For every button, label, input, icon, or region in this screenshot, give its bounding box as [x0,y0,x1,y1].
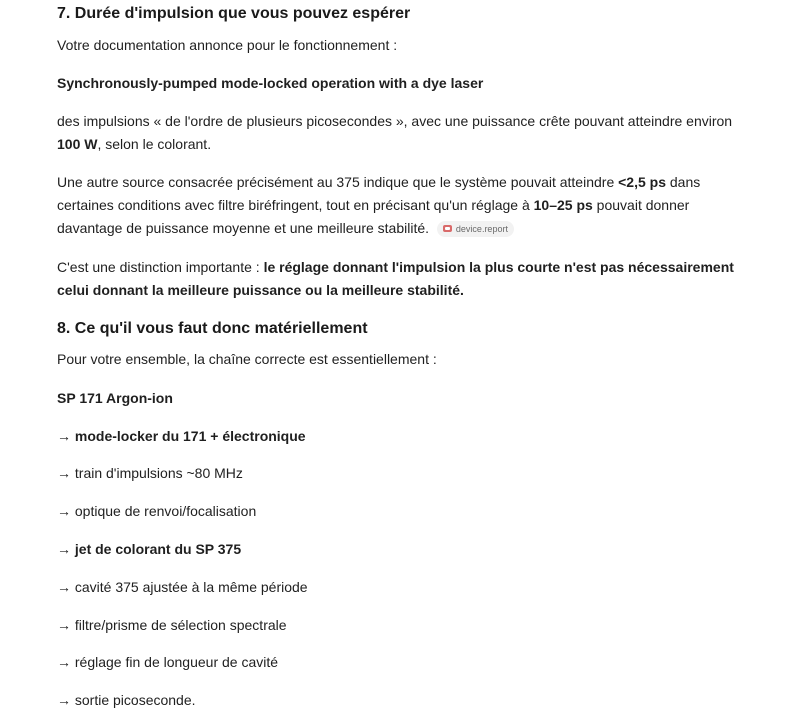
section-8-intro: Pour votre ensemble, la chaîne correcte est essentiellement : [57,351,437,367]
chain-item: → cavité 375 ajustée à la même période [57,579,308,595]
emphasis-text: celui donnant la meilleure puissance ou la meilleure stabilité. [57,282,464,298]
source-citation-chip[interactable] [437,221,514,237]
chain-item: → jet de colorant du SP 375 [57,541,242,557]
paragraph-375-source [57,171,700,240]
paragraph-text: dans [666,174,701,190]
chain-item: → réglage fin de longueur de cavité [57,654,279,670]
paragraph-text: , selon le colorant. [97,136,212,152]
source-citation-label: device.report [455,223,508,234]
chain-item: → filtre/prisme de sélection spectrale [57,617,287,633]
pulse-duration-value: <2,5 ps [618,174,666,190]
paragraph-text: Une autre source consacrée précisément au 375 indique que le système pouvait atteindre [57,174,619,190]
chain-item: SP 171 Argon-ion [57,390,173,406]
quoted-specification: Synchronously-pumped mode-locked operation with a dye laser [57,75,484,91]
chain-item: → optique de renvoi/focalisation [57,503,257,519]
paragraph-text: davantage de puissance moyenne et une meilleure stabilité. [57,220,430,236]
paragraph-picosecond-pulses [57,110,732,156]
chain-item: → mode-locker du 171 + électronique [57,428,306,444]
paragraph-text: certaines conditions avec filtre biréfringent, tout en précisant qu'un réglage à [57,197,534,213]
section-7-heading: 7. Durée d'impulsion que vous pouvez espérer [57,5,411,22]
paragraph-text: pouvait donner [592,197,690,213]
chain-item: → sortie picoseconde. [57,692,196,708]
paragraph-distinction [57,256,734,302]
section-8-heading: 8. Ce qu'il vous faut donc matériellement [57,320,368,337]
emphasis-text: le réglage donnant l'impulsion la plus courte n'est pas nécessairement [263,259,734,275]
source-favicon-icon [443,225,452,232]
paragraph-text: des impulsions « de l'ordre de plusieurs picosecondes », avec une puissance crête pouvant atteindre environ [57,113,733,129]
peak-power-value: 100 W [57,136,98,152]
chain-item: → train d'impulsions ~80 MHz [57,465,243,481]
section-7-intro: Votre documentation annonce pour le fonctionnement : [57,37,398,53]
paragraph-text: C'est une distinction importante : [57,259,264,275]
pulse-range-value: 10–25 ps [533,197,593,213]
